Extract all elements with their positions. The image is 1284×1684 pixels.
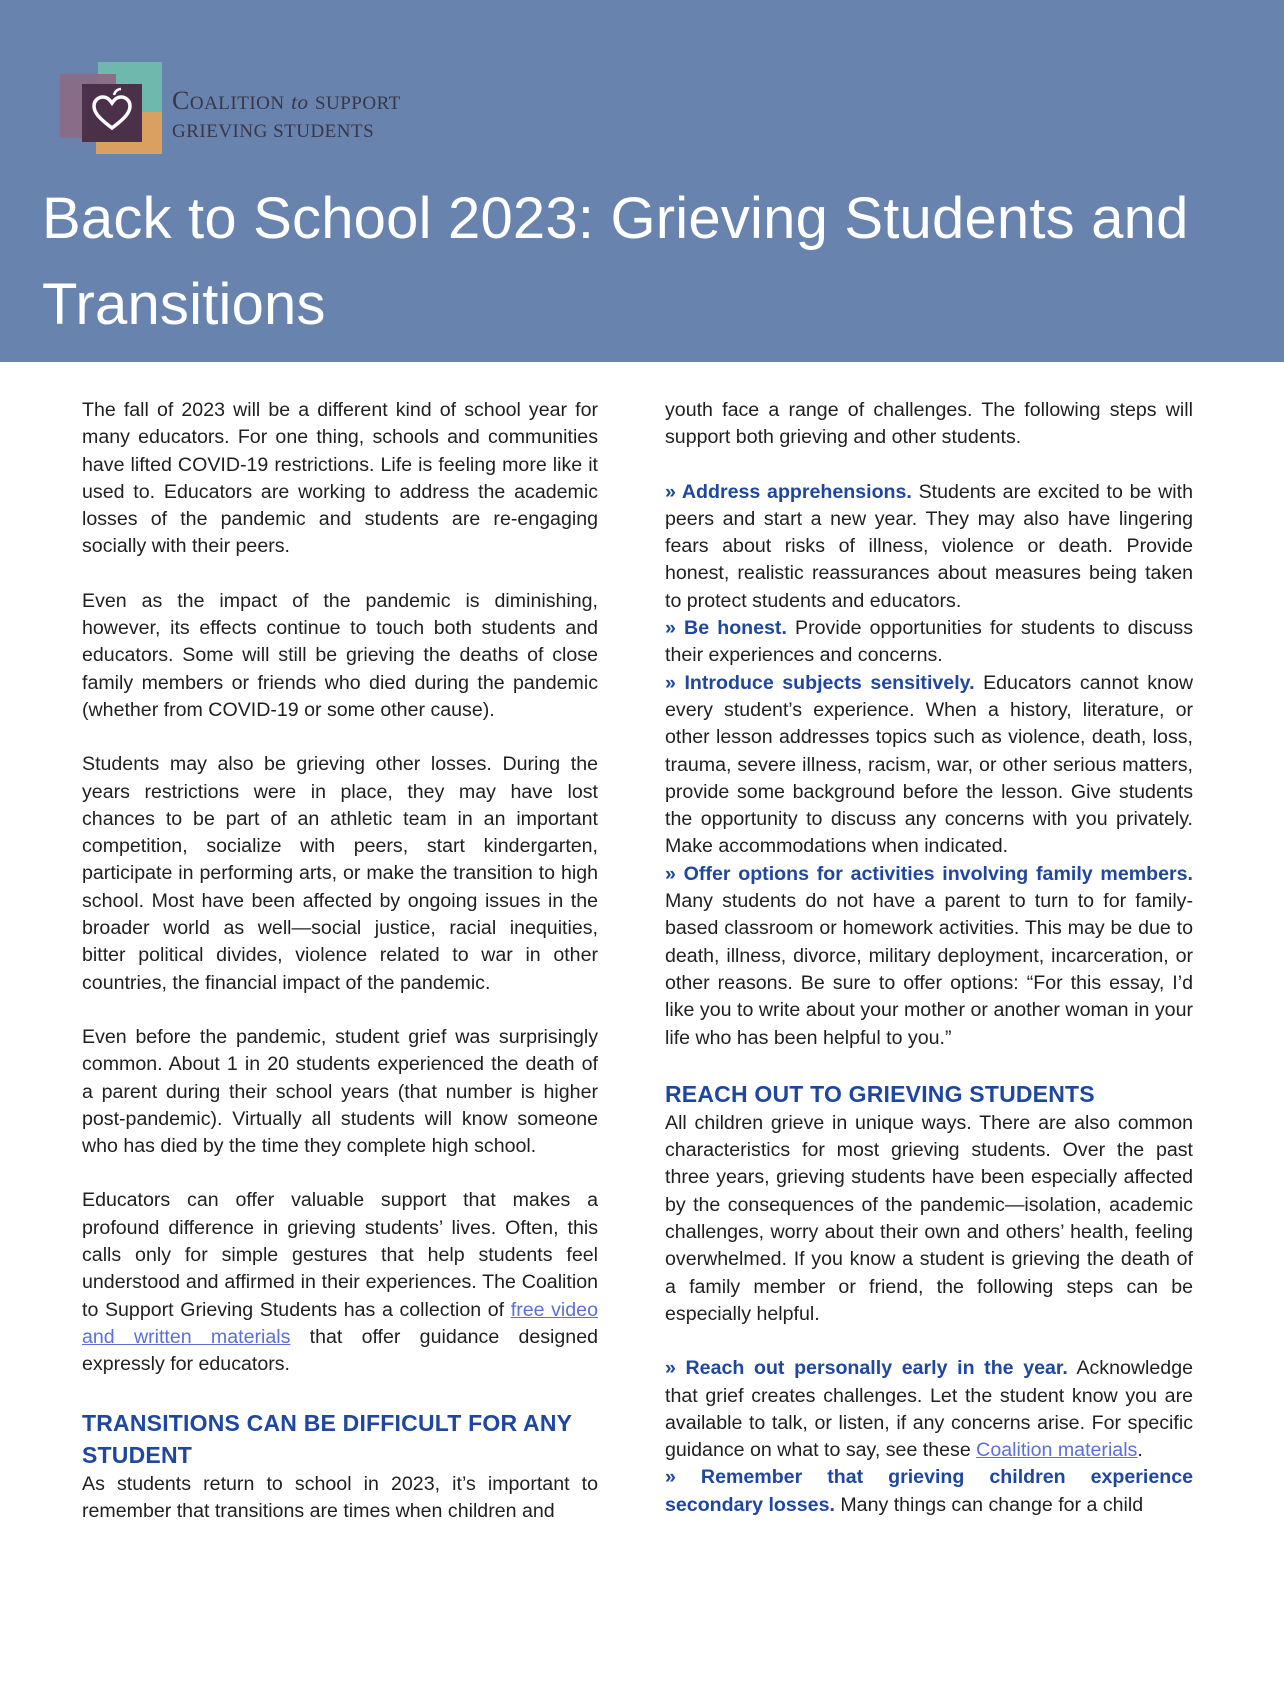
logo-grieving-students: GRIEVING STUDENTS [172, 121, 375, 142]
logo-to: to [291, 90, 309, 114]
tip-heading: » Reach out personally early in the year. [665, 1357, 1068, 1380]
tip-body: Acknowledge that grief creates challenges. Let the student know you are available to talk, or listen, if any concerns arise. For specific guidance on what to say, see these [665, 1357, 1193, 1462]
coalition-materials-link[interactable]: Coalition materials [976, 1439, 1138, 1462]
tip-reach-out-personally [665, 1355, 1193, 1464]
tip-heading: » Offer options for activities involving family members. [665, 862, 1193, 885]
right-column [665, 397, 1193, 1519]
grief-common-paragraph: Even before the pandemic, student grief was surprisingly common. About 1 in 20 students experienced the death of a parent during their school years (that number is higher post-pandemic). Virtually all students will know someone who has died by the time they complete high school. [82, 1025, 598, 1158]
heart-logo-icon [60, 62, 170, 172]
header-banner [0, 0, 1284, 362]
coalition-logo[interactable] [60, 62, 460, 172]
transitions-heading: TRANSITIONS CAN BE DIFFICULT FOR ANY STUDENT [82, 1409, 572, 1468]
educators-support-text: Educators can offer valuable support that makes a profound difference in grieving students’ lives. Often, this calls only for simple gestures that help students feel understood and affirmed in their experiences. The Coalition to Support Grieving Students has a collection of [82, 1189, 598, 1321]
other-losses-paragraph: Students may also be grieving other losses. During the years restrictions were in place, they may have lost chances to be part of an athletic team in an important competition, socialize with peers, start kindergarten, participate in performing arts, or make the transition to high school. Most have been affected by ongoing issues in the broader world as well—social justice, racial inequities, bitter political divides, violence related to war in other countries, the financial impact of the pandemic. [82, 753, 598, 994]
tip-body: Many students do not have a parent to turn to for family-based classroom or homework activities. This may be due to death, illness, divorce, military deployment, incarceration, or other reasons. Be sure to offer options: “For this essay, I’d like you to write about your mother or another woman in your life who has been helpful to you.” [665, 890, 1193, 1049]
tip-be-honest [665, 615, 1193, 670]
reach-out-paragraph: All children grieve in unique ways. There are also common characteristics for most grieving students. Over the past three years, grieving students have been especially affected by the consequences of the pandemic—isolation, academic challenges, worry about their own and others’ health, feeling overwhelmed. If you know a student is grieving the death of a family member or friend, the following steps can be especially helpful. [665, 1111, 1193, 1325]
tip-heading: » Remember that grieving children experience secondary losses. [665, 1466, 1193, 1516]
left-column [82, 397, 598, 1525]
logo-support: SUPPORT [314, 93, 401, 114]
free-materials-link[interactable]: free video and written materials [82, 1298, 598, 1348]
tip-introduce-subjects [665, 670, 1193, 861]
logo-coalition: OALITION [189, 93, 285, 114]
tip-heading: » Address apprehensions. [665, 480, 912, 503]
transitions-paragraph: As students return to school in 2023, it’s important to remember that transitions are times when children and [82, 1472, 598, 1522]
intro-paragraph: The fall of 2023 will be a different kind of school year for many educators. For one thing, schools and communities have lifted COVID-19 restrictions. Life is feeling more like it used to. Educators are working to address the academic losses of the pandemic and students are re-engaging socially with their peers. [82, 399, 598, 558]
tip-body: Students are excited to be with peers and start a new year. They may also have lingering fears about risks of illness, violence or death. Provide honest, realistic reassurances about measures being taken to protect students and educators. [665, 480, 1193, 612]
tip-body-end: . [1137, 1439, 1143, 1462]
tip-body: Many things can change for a child [834, 1493, 1144, 1516]
tip-heading: » Be honest. [665, 617, 787, 640]
tip-address-apprehensions [665, 479, 1193, 615]
logo-wordmark [172, 88, 401, 145]
pandemic-paragraph: Even as the impact of the pandemic is diminishing, however, its effects continue to touch both students and educators. Some will still be grieving the deaths of close family members or friends who died during the pandemic (whether from COVID-19 or some other cause). [82, 589, 598, 721]
educators-support-text-end: that offer guidance designed expressly for educators. [82, 1325, 598, 1376]
tip-body: Provide opportunities for students to discuss their experiences and concerns. [665, 617, 1193, 667]
tip-heading: » Introduce subjects sensitively. [665, 671, 975, 694]
tip-body: Educators cannot know every student’s experience. When a history, literature, or other lesson addresses topics such as violence, death, loss, trauma, severe illness, racism, war, or other serious matters, provide some background before the lesson. Give students the opportunity to discuss any concerns with you privately. Make accommodations when indicated. [665, 671, 1193, 858]
page-title: Back to School 2023: Grieving Students and Transitions [42, 186, 1189, 337]
logo-c: C [172, 86, 190, 115]
steps-intro-paragraph: youth face a range of challenges. The following steps will support both grieving and other students. [665, 399, 1193, 449]
tip-offer-options [665, 861, 1193, 1052]
tip-secondary-losses [665, 1464, 1193, 1519]
reach-out-heading: REACH OUT TO GRIEVING STUDENTS [665, 1080, 1095, 1107]
educators-support-paragraph [82, 1187, 598, 1378]
